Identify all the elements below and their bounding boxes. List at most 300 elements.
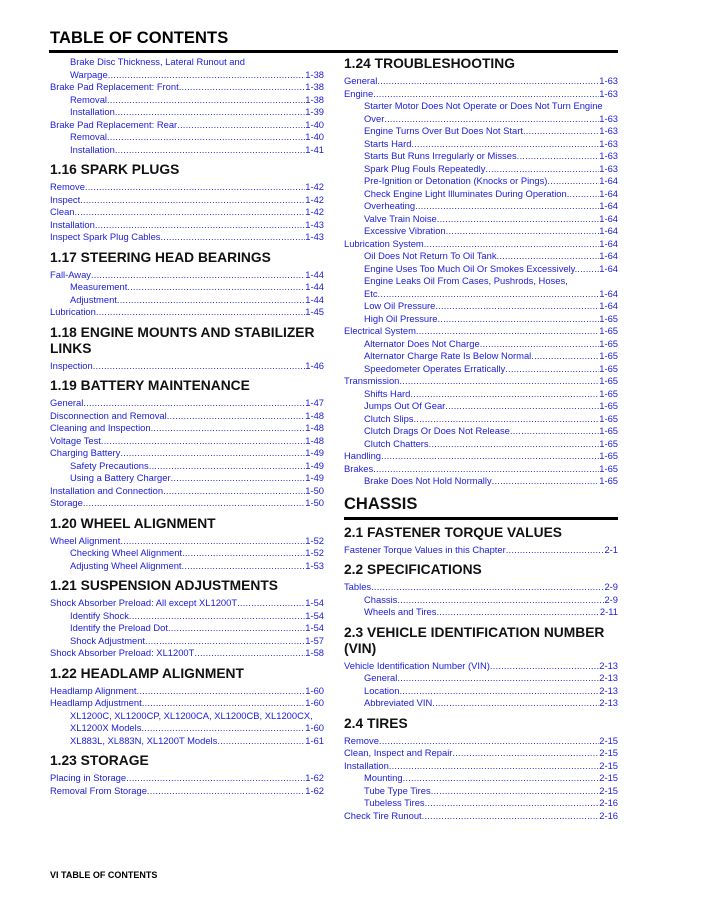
toc-dot-leader: [492, 475, 600, 488]
toc-dot-leader: [437, 313, 599, 326]
section-heading: 1.17 STEERING HEAD BEARINGS: [50, 249, 271, 265]
toc-dot-leader: [577, 263, 599, 276]
toc-entry-page: 1-49: [305, 459, 324, 471]
toc-entry-title: Installation and Connection: [50, 484, 164, 496]
toc-entry-link[interactable]: [344, 163, 618, 176]
toc-entry-page: 2-13: [599, 697, 618, 708]
toc-entry-link[interactable]: [344, 88, 618, 101]
toc-entry-link[interactable]: [50, 610, 324, 623]
toc-entry-page: 2-16: [599, 809, 618, 821]
toc-dot-leader: [217, 735, 305, 748]
toc-dot-leader: [147, 785, 305, 798]
toc-entry-link[interactable]: [344, 606, 618, 619]
toc-entry-link[interactable]: [344, 425, 618, 438]
section-heading: 1.20 WHEEL ALIGNMENT: [50, 515, 216, 531]
toc-entry-page: 1-65: [599, 475, 618, 486]
toc-entry-page: 1-48: [305, 422, 324, 433]
toc-entry-page: 1-39: [305, 106, 324, 117]
toc-entry-page: 1-49: [305, 447, 324, 458]
toc-entry-link[interactable]: [344, 138, 618, 151]
toc-entry-link[interactable]: [344, 363, 618, 376]
toc-entry-title: Brake Does Not Hold Normally: [364, 475, 492, 486]
toc-entry-link[interactable]: [344, 785, 618, 798]
toc-entry-link[interactable]: [50, 485, 324, 498]
toc-entry-link[interactable]: [344, 250, 618, 263]
toc-dot-leader: [237, 597, 305, 610]
toc-entry-title: Oil Does Not Return To Oil Tank: [364, 250, 497, 261]
toc-entry-page: 2-13: [599, 659, 618, 671]
toc-entry-wrap-line[interactable]: Engine Leaks Oil From Cases, Pushrods, Hoses,: [364, 275, 568, 286]
toc-entry-page: 1-38: [305, 81, 324, 92]
toc-entry-title: Remove: [344, 734, 379, 746]
toc-dot-leader: [485, 163, 599, 176]
toc-dot-leader: [397, 594, 604, 607]
toc-entry-link[interactable]: [50, 144, 324, 157]
toc-entry-page: 1-42: [305, 181, 324, 192]
toc-dot-leader: [167, 410, 306, 423]
toc-entry-title: Shock Absorber Preload: All except XL1200T: [50, 597, 238, 608]
toc-entry-title: Cleaning and Inspection: [50, 422, 151, 433]
toc-dot-leader: [182, 560, 306, 573]
toc-entry-page: 1-44: [305, 293, 324, 305]
toc-entry-link[interactable]: [344, 685, 618, 698]
toc-entry-title: Fall-Away: [50, 268, 91, 280]
toc-entry-page: 1-42: [305, 206, 324, 217]
toc-entry-link[interactable]: [344, 225, 618, 238]
toc-dot-leader: [505, 363, 599, 376]
toc-entry-title: Identify the Preload Dot: [70, 622, 168, 633]
toc-entry-title: Overheating: [364, 200, 416, 211]
toc-dot-leader: [171, 472, 306, 485]
toc-entry-link[interactable]: [50, 547, 324, 560]
toc-entry-title: Engine Turns Over But Does Not Start: [364, 125, 523, 136]
toc-entry-title: Starts Hard: [364, 137, 412, 149]
toc-entry-link[interactable]: [50, 306, 324, 319]
toc-entry-link[interactable]: [50, 560, 324, 573]
toc-entry-title: Clutch Slips: [364, 412, 414, 424]
toc-entry-link[interactable]: [344, 300, 618, 313]
toc-entry-page: 1-64: [599, 300, 618, 311]
toc-entry-link[interactable]: [50, 535, 324, 548]
toc-entry-page: 2-11: [599, 606, 618, 617]
toc-entry-page: 1-65: [599, 412, 618, 424]
toc-entry-link[interactable]: [50, 131, 324, 144]
toc-entry-link[interactable]: [50, 194, 324, 207]
toc-entry-title: Excessive Vibration: [364, 225, 446, 236]
toc-dot-leader: [377, 75, 599, 88]
toc-entry-page: 1-64: [599, 237, 618, 249]
toc-dot-leader: [141, 722, 305, 735]
toc-entry-page: 1-53: [305, 559, 324, 571]
toc-dot-leader: [379, 735, 599, 748]
toc-entry-page: 1-65: [599, 375, 618, 386]
toc-dot-leader: [414, 413, 600, 426]
toc-dot-leader: [452, 747, 599, 760]
toc-entry-wrap-line[interactable]: Starter Motor Does Not Operate or Does Not Turn Engine: [364, 100, 603, 111]
toc-entry-page: 1-50: [305, 484, 324, 496]
toc-entry-title: Abbreviated VIN: [364, 697, 433, 708]
toc-entry-link[interactable]: [344, 400, 618, 413]
toc-entry-title: Adjusting Wheel Alignment: [70, 559, 182, 571]
toc-dot-leader: [177, 119, 305, 132]
toc-entry-title: Valve Train Noise: [364, 212, 437, 224]
section-heading: 1.21 SUSPENSION ADJUSTMENTS: [50, 578, 278, 593]
toc-entry-link[interactable]: [50, 181, 324, 194]
toc-entry-page: 2-15: [599, 747, 618, 758]
toc-entry-link[interactable]: [344, 188, 618, 201]
toc-entry-title: Shifts Hard: [364, 387, 411, 399]
toc-entry-link[interactable]: [50, 497, 324, 510]
toc-entry-page: 1-62: [305, 784, 324, 796]
toc-entry-link[interactable]: [344, 375, 618, 388]
toc-entry-title: Installation: [70, 143, 115, 155]
toc-entry-link[interactable]: [344, 338, 618, 351]
toc-entry-title: Over: [364, 112, 385, 124]
toc-dot-leader: [129, 610, 305, 623]
toc-dot-leader: [446, 225, 600, 238]
toc-entry-title: Tables: [344, 581, 372, 592]
toc-entry-page: 1-65: [599, 400, 618, 411]
toc-dot-leader: [490, 660, 599, 673]
toc-dot-leader: [179, 81, 306, 94]
toc-entry-page: 1-65: [599, 350, 618, 361]
toc-dot-leader: [567, 188, 600, 201]
toc-entry-page: 1-65: [599, 437, 618, 449]
toc-entry-link[interactable]: [344, 288, 618, 301]
toc-entry-page: 1-63: [599, 75, 618, 86]
toc-entry-page: 1-65: [599, 462, 618, 474]
toc-entry-page: 1-64: [599, 250, 618, 261]
toc-dot-leader: [437, 213, 599, 226]
toc-dot-leader: [107, 131, 305, 144]
toc-entry-link[interactable]: [50, 435, 324, 448]
toc-entry-title: Safety Precautions: [70, 459, 149, 471]
toc-entry-link[interactable]: [50, 119, 324, 132]
toc-entry-link[interactable]: [50, 360, 324, 373]
toc-entry-link[interactable]: [344, 772, 618, 785]
toc-entry-title: Jumps Out Of Gear: [364, 400, 446, 411]
toc-entry-link[interactable]: [50, 106, 324, 119]
toc-entry-link[interactable]: [50, 206, 324, 219]
toc-entry-title: Alternator Charge Rate Is Below Normal: [364, 350, 532, 361]
toc-dot-leader: [497, 250, 600, 263]
toc-entry-title: Clutch Drags Or Does Not Release: [364, 425, 510, 436]
toc-dot-leader: [399, 375, 599, 388]
toc-entry-title: Engine Uses Too Much Oil Or Smokes Excessively.: [364, 262, 578, 274]
toc-entry-link[interactable]: [50, 722, 324, 735]
toc-entry-page: 1-60: [305, 684, 324, 696]
toc-entry-link[interactable]: [50, 397, 324, 410]
toc-entry-title: Check Engine Light Illuminates During Operation: [364, 187, 567, 199]
toc-entry-page: 2-15: [599, 784, 618, 796]
toc-entry-title: Voltage Test: [50, 434, 101, 446]
toc-entry-title: Measurement: [70, 281, 128, 292]
toc-entry-page: 2-9: [604, 581, 618, 592]
toc-entry-title: Charging Battery: [50, 447, 121, 458]
toc-entry-link[interactable]: [50, 472, 324, 485]
toc-entry-link[interactable]: [344, 388, 618, 401]
toc-dot-leader: [80, 194, 305, 207]
toc-entry-link[interactable]: [344, 313, 618, 326]
toc-entry-page: 2-13: [599, 672, 618, 683]
toc-left-column: [50, 56, 324, 797]
toc-entry-page: 2-9: [604, 593, 618, 605]
toc-dot-leader: [115, 106, 305, 119]
toc-entry-title: Chassis: [364, 593, 398, 605]
toc-entry-link[interactable]: [344, 263, 618, 276]
toc-entry-link[interactable]: [344, 797, 618, 810]
toc-entry-page: 1-65: [599, 312, 618, 324]
toc-entry-title: Clean: [50, 206, 75, 217]
toc-entry-title: Shock Absorber Preload: XL1200T: [50, 647, 195, 658]
section-heading: 1.22 HEADLAMP ALIGNMENT: [50, 665, 244, 681]
toc-entry-wrap-line[interactable]: Brake Disc Thickness, Lateral Runout and: [70, 56, 245, 67]
toc-entry-link[interactable]: [50, 422, 324, 435]
toc-entry-link[interactable]: [344, 238, 618, 251]
toc-entry-page: 1-46: [305, 359, 324, 371]
toc-entry-link[interactable]: [50, 785, 324, 798]
toc-entry-link[interactable]: [50, 460, 324, 473]
toc-entry-link[interactable]: [344, 113, 618, 126]
toc-dot-leader: [547, 175, 599, 188]
toc-entry-page: 1-63: [599, 150, 618, 161]
toc-dot-leader: [410, 388, 599, 401]
toc-entry-link[interactable]: [344, 438, 618, 451]
toc-entry-title: General: [344, 75, 378, 86]
toc-dot-leader: [510, 425, 599, 438]
section-heading: 1.23 STORAGE: [50, 753, 149, 768]
toc-entry-link[interactable]: [344, 213, 618, 226]
toc-entry-title: Engine: [344, 87, 374, 99]
toc-entry-page: 1-64: [599, 175, 618, 186]
toc-entry-title: Adjustment: [70, 293, 117, 305]
toc-entry-link[interactable]: [344, 175, 618, 188]
toc-entry-title: XL1200X Models: [70, 722, 142, 733]
toc-entry-page: 1-44: [305, 268, 324, 280]
toc-dot-leader: [168, 622, 305, 635]
toc-entry-title: Location: [364, 684, 400, 696]
toc-entry-link[interactable]: [344, 463, 618, 476]
toc-entry-page: 1-57: [305, 634, 324, 646]
toc-entry-link[interactable]: [344, 350, 618, 363]
toc-entry-link[interactable]: [344, 760, 618, 773]
toc-entry-title: Etc: [364, 287, 378, 299]
toc-entry-page: 2-15: [599, 759, 618, 771]
toc-entry-link[interactable]: [344, 697, 618, 710]
toc-entry-link[interactable]: [50, 772, 324, 785]
toc-dot-leader: [91, 269, 305, 282]
toc-dot-leader: [108, 69, 306, 82]
toc-entry-title: Removal From Storage: [50, 784, 147, 796]
toc-dot-leader: [93, 360, 305, 373]
toc-entry-link[interactable]: [344, 475, 618, 488]
toc-entry-page: 2-1: [604, 543, 618, 555]
toc-entry-link[interactable]: [50, 447, 324, 460]
toc-entry-title: Shock Adjustment: [70, 634, 146, 646]
section-heading: 1.19 BATTERY MAINTENANCE: [50, 378, 250, 393]
section-heading: 1.18 ENGINE MOUNTS AND STABILIZER LINKS: [50, 324, 315, 356]
toc-entry-page: 1-64: [599, 287, 618, 299]
toc-dot-leader: [101, 435, 305, 448]
chapter-rule: [344, 517, 618, 520]
toc-dot-leader: [381, 450, 599, 463]
toc-entry-page: 2-15: [599, 734, 618, 746]
toc-entry-link[interactable]: [50, 231, 324, 244]
toc-entry-page: 1-64: [599, 212, 618, 224]
toc-entry-link[interactable]: [344, 450, 618, 463]
toc-entry-title: Installation: [344, 759, 389, 771]
toc-entry-page: 1-65: [599, 325, 618, 336]
toc-right-column: [344, 56, 618, 822]
toc-dot-leader: [429, 438, 600, 451]
page-footer: VI TABLE OF CONTENTS: [50, 870, 158, 880]
toc-entry-title: Inspect Spark Plug Cables: [50, 231, 161, 242]
toc-dot-leader: [431, 785, 600, 798]
toc-entry-link[interactable]: [344, 150, 618, 163]
toc-dot-leader: [137, 685, 306, 698]
toc-entry-link[interactable]: [50, 622, 324, 635]
toc-entry-link[interactable]: [50, 685, 324, 698]
toc-dot-leader: [422, 810, 600, 823]
toc-entry-page: 1-64: [599, 225, 618, 236]
toc-entry-title: Tubeless Tires: [364, 797, 425, 808]
toc-entry-link[interactable]: [344, 810, 618, 823]
toc-entry-page: 1-64: [599, 187, 618, 199]
toc-entry-title: Identify Shock: [70, 609, 129, 621]
toc-entry-page: 1-54: [305, 609, 324, 621]
toc-entry-page: 2-16: [599, 797, 618, 808]
toc-entry-page: 1-52: [305, 547, 324, 558]
toc-entry-page: 1-47: [305, 397, 324, 408]
toc-entry-page: 1-38: [305, 68, 324, 80]
toc-entry-title: Placing in Storage: [50, 772, 127, 783]
toc-dot-leader: [83, 397, 305, 410]
toc-entry-link[interactable]: [344, 325, 618, 338]
toc-entry-link[interactable]: [344, 735, 618, 748]
toc-entry-title: Inspection: [50, 359, 93, 371]
section-heading: 2.3 VEHICLE IDENTIFICATION NUMBER (VIN): [344, 624, 605, 656]
toc-entry-title: Vehicle Identification Number (VIN): [344, 659, 490, 671]
toc-entry-title: Alternator Does Not Charge: [364, 337, 480, 349]
toc-entry-page: 1-42: [305, 193, 324, 205]
toc-entry-link[interactable]: [344, 660, 618, 673]
toc-entry-page: 1-40: [305, 131, 324, 142]
page-title: TABLE OF CONTENTS: [50, 29, 229, 47]
toc-entry-page: 1-63: [599, 137, 618, 149]
toc-entry-page: 1-48: [305, 434, 324, 446]
toc-entry-link[interactable]: [344, 544, 618, 557]
toc-dot-leader: [424, 238, 600, 251]
toc-dot-leader: [163, 485, 305, 498]
toc-entry-link[interactable]: [344, 125, 618, 138]
toc-dot-leader: [194, 647, 305, 660]
toc-entry-wrap-line[interactable]: XL1200C, XL1200CP, XL1200CA, XL1200CB, XL1200CX,: [70, 709, 313, 721]
toc-entry-title: Checking Wheel Alignment: [70, 547, 183, 558]
toc-entry-title: Storage: [50, 497, 83, 508]
toc-dot-leader: [480, 338, 600, 351]
chapter-heading: CHASSIS: [344, 494, 418, 513]
toc-dot-leader: [142, 697, 306, 710]
toc-entry-title: Fastener Torque Values in this Chapter: [344, 543, 506, 555]
toc-entry-link[interactable]: [50, 281, 324, 294]
toc-dot-leader: [531, 350, 599, 363]
toc-entry-title: Starts But Runs Irregularly or Misses: [364, 150, 517, 161]
toc-dot-leader: [85, 181, 305, 194]
toc-dot-leader: [445, 400, 599, 413]
toc-dot-leader: [83, 497, 305, 510]
toc-entry-link[interactable]: [344, 672, 618, 685]
toc-entry-page: 1-45: [305, 306, 324, 317]
toc-dot-leader: [523, 125, 599, 138]
toc-entry-link[interactable]: [50, 94, 324, 107]
toc-entry-page: 1-60: [305, 697, 324, 708]
toc-entry-page: 1-64: [599, 262, 618, 274]
toc-entry-page: 2-15: [599, 772, 618, 783]
toc-entry-link[interactable]: [50, 269, 324, 282]
toc-dot-leader: [425, 797, 600, 810]
toc-dot-leader: [411, 138, 599, 151]
toc-entry-link[interactable]: [344, 747, 618, 760]
toc-entry-page: 1-38: [305, 93, 324, 105]
toc-dot-leader: [384, 113, 599, 126]
toc-entry-link[interactable]: [50, 69, 324, 82]
toc-entry-title: Brake Pad Replacement: Front: [50, 81, 179, 92]
toc-entry-page: 1-61: [305, 734, 324, 746]
toc-entry-page: 1-58: [305, 647, 324, 658]
toc-entry-title: Mounting: [364, 772, 403, 783]
toc-dot-leader: [96, 306, 305, 319]
toc-dot-leader: [145, 635, 305, 648]
toc-entry-title: Check Tire Runout: [344, 809, 422, 821]
toc-entry-page: 1-48: [305, 409, 324, 421]
toc-entry-link[interactable]: [50, 410, 324, 423]
toc-entry-link[interactable]: [50, 294, 324, 307]
toc-dot-leader: [432, 697, 599, 710]
toc-entry-title: Removal: [70, 131, 107, 142]
toc-entry-link[interactable]: [50, 697, 324, 710]
toc-dot-leader: [506, 544, 605, 557]
toc-entry-link[interactable]: [50, 219, 324, 232]
toc-entry-title: Headlamp Adjustment: [50, 697, 142, 708]
toc-entry-link[interactable]: [344, 200, 618, 213]
toc-entry-title: Pre-Ignition or Detonation (Knocks or Pings): [364, 175, 548, 186]
toc-dot-leader: [371, 581, 604, 594]
toc-entry-link[interactable]: [344, 75, 618, 88]
toc-entry-title: General: [364, 672, 398, 683]
toc-entry-link[interactable]: [344, 594, 618, 607]
toc-entry-link[interactable]: [344, 581, 618, 594]
toc-entry-page: 1-65: [599, 450, 618, 461]
toc-entry-link[interactable]: [50, 735, 324, 748]
toc-entry-link[interactable]: [50, 635, 324, 648]
title-rule: [49, 50, 618, 53]
toc-entry-page: 1-65: [599, 362, 618, 374]
toc-entry-link[interactable]: [344, 413, 618, 426]
toc-entry-link[interactable]: [50, 597, 324, 610]
toc-entry-title: Removal: [70, 93, 107, 105]
toc-entry-title: Remove: [50, 181, 85, 192]
toc-entry-link[interactable]: [50, 81, 324, 94]
toc-dot-leader: [403, 772, 600, 785]
toc-dot-leader: [373, 88, 599, 101]
toc-entry-title: Clean, Inspect and Repair: [344, 747, 453, 758]
section-heading: 1.24 TROUBLESHOOTING: [344, 56, 515, 71]
toc-entry-link[interactable]: [50, 647, 324, 660]
section-heading: 2.1 FASTENER TORQUE VALUES: [344, 524, 562, 540]
toc-entry-page: 1-54: [305, 597, 324, 608]
toc-entry-title: Installation: [50, 218, 95, 230]
toc-entry-page: 1-63: [599, 125, 618, 136]
